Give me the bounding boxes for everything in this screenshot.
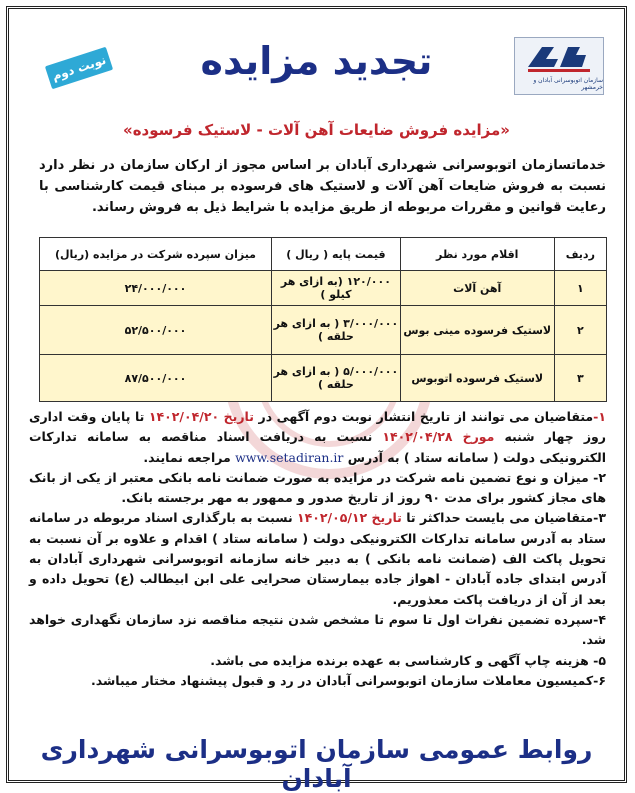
header-deposit: میزان سپرده شرکت در مزایده (ریال) — [40, 238, 272, 271]
logo-caption: سازمان اتوبوسرانی آبادان و خرمشهر — [533, 77, 603, 91]
row-index: ۱ — [554, 271, 606, 306]
table-row — [40, 306, 607, 355]
table-row — [40, 271, 607, 306]
terms-list — [29, 407, 606, 691]
items-table — [39, 237, 607, 402]
row-item: آهن آلات — [400, 271, 554, 306]
row-base-price: ۵/۰۰۰/۰۰۰ ( به ازای هر حلقه ) — [271, 355, 400, 402]
page-title: تجدید مزایده — [200, 39, 433, 83]
row-base-price: ۳/۰۰۰/۰۰۰ ( به ازای هر حلقه ) — [271, 306, 400, 355]
row-base-price: ۱۲۰/۰۰۰ (به ازای هر کیلو ) — [271, 271, 400, 306]
intro-paragraph: خدماتسازمان اتوبوسرانی شهرداری آبادان بر اساس مجوز از ارکان سازمان در نظر دارد نسبت به فروش ضایعات آهن آلات و لاستیک های فرسوده بر مبنای قیمت کارشناسی با رعایت قوانین و مقررات مربوطه از طریق مزایده با شرایط ذیل به فروش رساند. — [39, 158, 606, 215]
doc-end-date: مورخ ۱۴۰۲/۰۴/۲۸ — [382, 429, 495, 445]
footer-public-relations: روابط عمومی سازمان اتوبوسرانی شهرداری آبادان — [40, 735, 593, 793]
organization-logo — [514, 37, 604, 95]
row-deposit: ۲۴/۰۰۰/۰۰۰ — [40, 271, 272, 306]
term-5: ۵- هزینه چاپ آگهی و کارشناسی به عهده برنده مزایده می باشد. — [210, 652, 606, 668]
row-item: لاستیک فرسوده مینی بوس — [400, 306, 554, 355]
header — [9, 9, 624, 109]
term-3: ۳-متقاضیان می بایست حداکثر تا تاریخ ۱۴۰۲/۰۵/۱۲ نسبت به بارگذاری اسناد مربوطه در سامانه ستاد به آدرس سامانه تدارکات الکترونیکی دولت ( سامانه ستاد ) اقدام و علاوه بر آن نسبت به تحویل پاکت الف (ضمانت نامه بانکی ) به دبیر خانه سازمانه اتوبوسرانی شهرداری آبادان به آدرس ابتدای جاده آبادان - اهواز جاده بیمارستان صحرایی علی ابن ابیطالب (ع) تحویل داده و بعد از آن از دریافت پاکت معذوریم. — [29, 510, 606, 607]
term-2: ۲- میزان و نوع تضمین نامه شرکت در مزایده به صورت ضمانت نامه بانکی معتبر از یکی از بانک های مجاز کشور برای مدت ۹۰ روز از تاریخ صدور و ممهور به مهر برجسته بانک. — [29, 469, 606, 506]
setad-link[interactable]: www.setadiran.ir — [235, 449, 344, 465]
row-index: ۳ — [554, 355, 606, 402]
upload-deadline-date: تاریخ ۱۴۰۲/۰۵/۱۲ — [297, 510, 402, 526]
row-deposit: ۸۷/۵۰۰/۰۰۰ — [40, 355, 272, 402]
row-index: ۲ — [554, 306, 606, 355]
header-index: ردیف — [554, 238, 606, 271]
table-header-row — [40, 238, 607, 271]
row-item: لاستیک فرسوده اتوبوس — [400, 355, 554, 402]
ad-frame — [6, 6, 627, 793]
header-item: اقلام مورد نظر — [400, 238, 554, 271]
round-badge: نوبت دوم — [45, 47, 113, 90]
doc-start-date: تاریخ ۱۴۰۲/۰۴/۲۰ — [148, 409, 254, 424]
term-1: ۱-متقاضیان می توانند از تاریخ انتشار نوبت دوم آگهی در تاریخ ۱۴۰۲/۰۴/۲۰ تا پایان وقت اداری روز چهار شنبه مورخ ۱۴۰۲/۰۴/۲۸ نسبت به دریافت اسناد مناقصه به سامانه تدارکات الکترونیکی دولت ( سامانه ستاد ) به آدرس www.setadiran.ir مراجعه نمایند. — [29, 409, 607, 465]
bus-logo-icon — [524, 41, 594, 75]
term-6: ۶-کمیسیون معاملات سازمان اتوبوسرانی آبادان در رد و قبول پیشنهاد مختار میباشد. — [90, 672, 606, 688]
table-row — [40, 355, 607, 402]
header-base-price: قیمت پایه ( ریال ) — [271, 238, 400, 271]
row-deposit: ۵۲/۵۰۰/۰۰۰ — [40, 306, 272, 355]
auction-subtitle: «مزایده فروش ضایعات آهن آلات - لاستیک فرسوده» — [123, 121, 510, 139]
term-4: ۴-سپرده تضمین نفرات اول تا سوم تا مشخص شدن نتیجه مناقصه نزد سازمان نگهداری خواهد شد. — [29, 611, 606, 648]
